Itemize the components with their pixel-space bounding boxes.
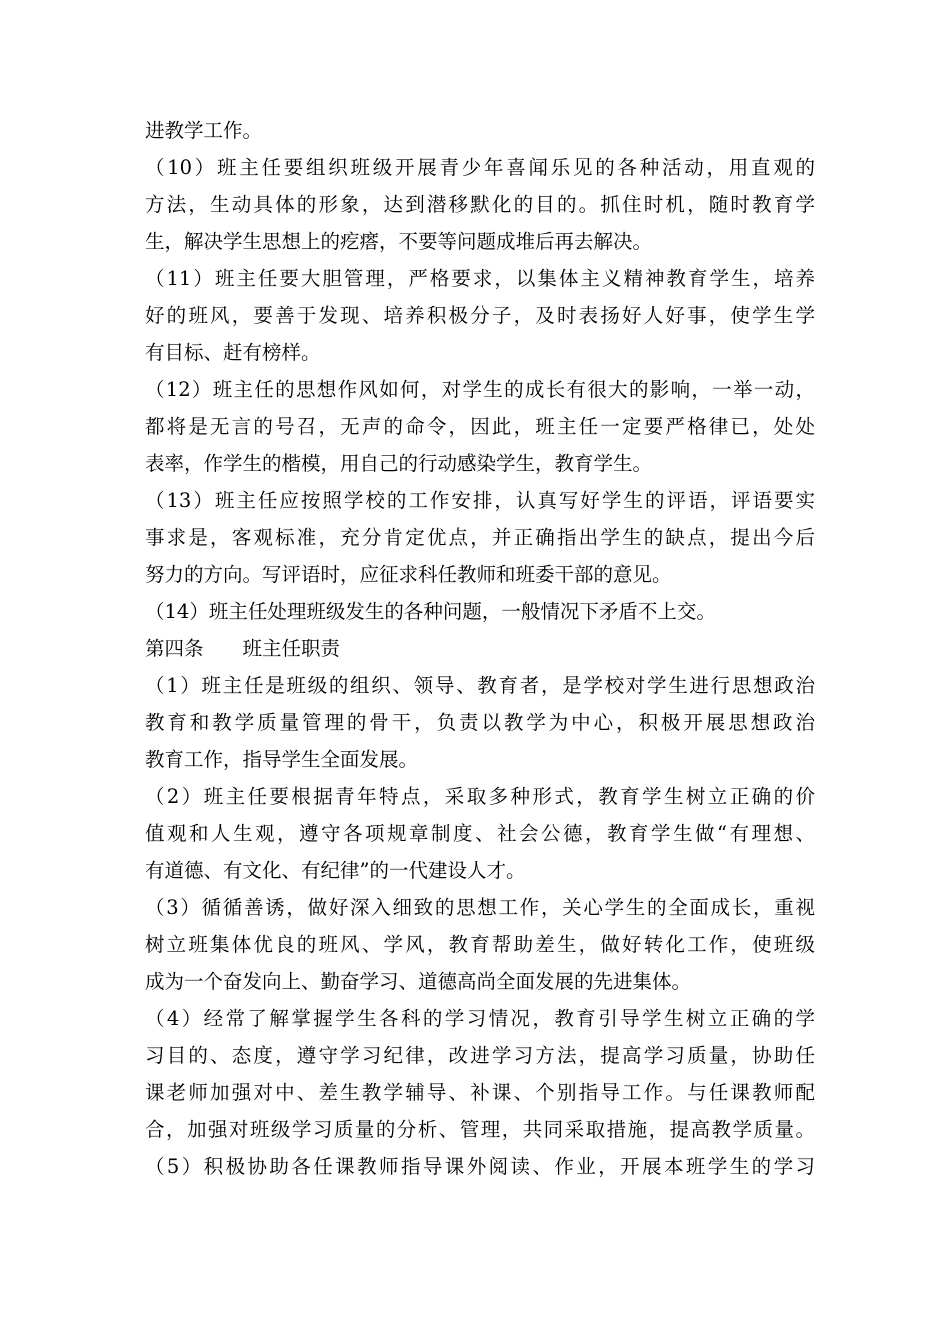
text-line: （4）经常了解掌握学生各科的学习情况，教育引导学生树立正确的学 xyxy=(145,1007,815,1030)
text-line: （5）积极协助各任课教师指导课外阅读、作业，开展本班学生的学习 xyxy=(145,1155,815,1178)
text-line: （10）班主任要组织班级开展青少年喜闻乐见的各种活动，用直观的 xyxy=(145,156,815,179)
text-line: （3）循循善诱，做好深入细致的思想工作，关心学生的全面成长，重视 xyxy=(145,896,815,919)
text-line: 有目标、赶有榜样。 xyxy=(145,341,321,364)
document-body xyxy=(145,112,815,1185)
text-line: 习目的、态度，遵守学习纪律，改进学习方法，提高学习质量，协助任 xyxy=(145,1044,815,1067)
text-line: 有道德、有文化、有纪律”的一代建设人才。 xyxy=(145,859,526,882)
text-line: 事求是，客观标准，充分肯定优点，并正确指出学生的缺点，提出今后 xyxy=(145,526,815,549)
text-line: 课老师加强对中、差生教学辅导、补课、个别指导工作。与任课教师配 xyxy=(145,1081,815,1104)
text-line: 教育工作，指导学生全面发展。 xyxy=(145,748,419,771)
text-line: 值观和人生观，遵守各项规章制度、社会公德，教育学生做“有理想、 xyxy=(145,822,815,845)
text-line: 努力的方向。写评语时，应征求科任教师和班委干部的意见。 xyxy=(145,563,672,586)
text-line: （14）班主任处理班级发生的各种问题，一般情况下矛盾不上交。 xyxy=(145,600,716,623)
text-line: （12）班主任的思想作风如何，对学生的成长有很大的影响，一举一动， xyxy=(145,378,815,401)
text-line: （1）班主任是班级的组织、领导、教育者，是学校对学生进行思想政治 xyxy=(145,674,815,697)
text-line: （13）班主任应按照学校的工作安排，认真写好学生的评语，评语要实 xyxy=(145,489,815,512)
section-heading: 第四条 班主任职责 xyxy=(145,637,341,660)
text-line: 合，加强对班级学习质量的分析、管理，共同采取措施，提高教学质量。 xyxy=(145,1118,815,1141)
text-line: 好的班风，要善于发现、培养积极分子，及时表扬好人好事，使学生学 xyxy=(145,304,815,327)
text-line: 生，解决学生思想上的疙瘩，不要等问题成堆后再去解决。 xyxy=(145,230,653,253)
text-line: （2）班主任要根据青年特点，采取多种形式，教育学生树立正确的价 xyxy=(145,785,815,808)
text-line: 树立班集体优良的班风、学风，教育帮助差生，做好转化工作，使班级 xyxy=(145,933,815,956)
text-line: 教育和教学质量管理的骨干，负责以教学为中心，积极开展思想政治 xyxy=(145,711,815,734)
text-line: 都将是无言的号召，无声的命令，因此，班主任一定要严格律已，处处 xyxy=(145,415,815,438)
text-line: 方法，生动具体的形象，达到潜移默化的目的。抓住时机，随时教育学 xyxy=(145,193,815,216)
text-line: 成为一个奋发向上、勤奋学习、道德高尚全面发展的先进集体。 xyxy=(145,970,692,993)
text-line: 进教学工作。 xyxy=(145,119,263,142)
text-line: （11）班主任要大胆管理，严格要求，以集体主义精神教育学生，培养 xyxy=(145,267,815,290)
text-line: 表率，作学生的楷模，用自己的行动感染学生，教育学生。 xyxy=(145,452,653,475)
